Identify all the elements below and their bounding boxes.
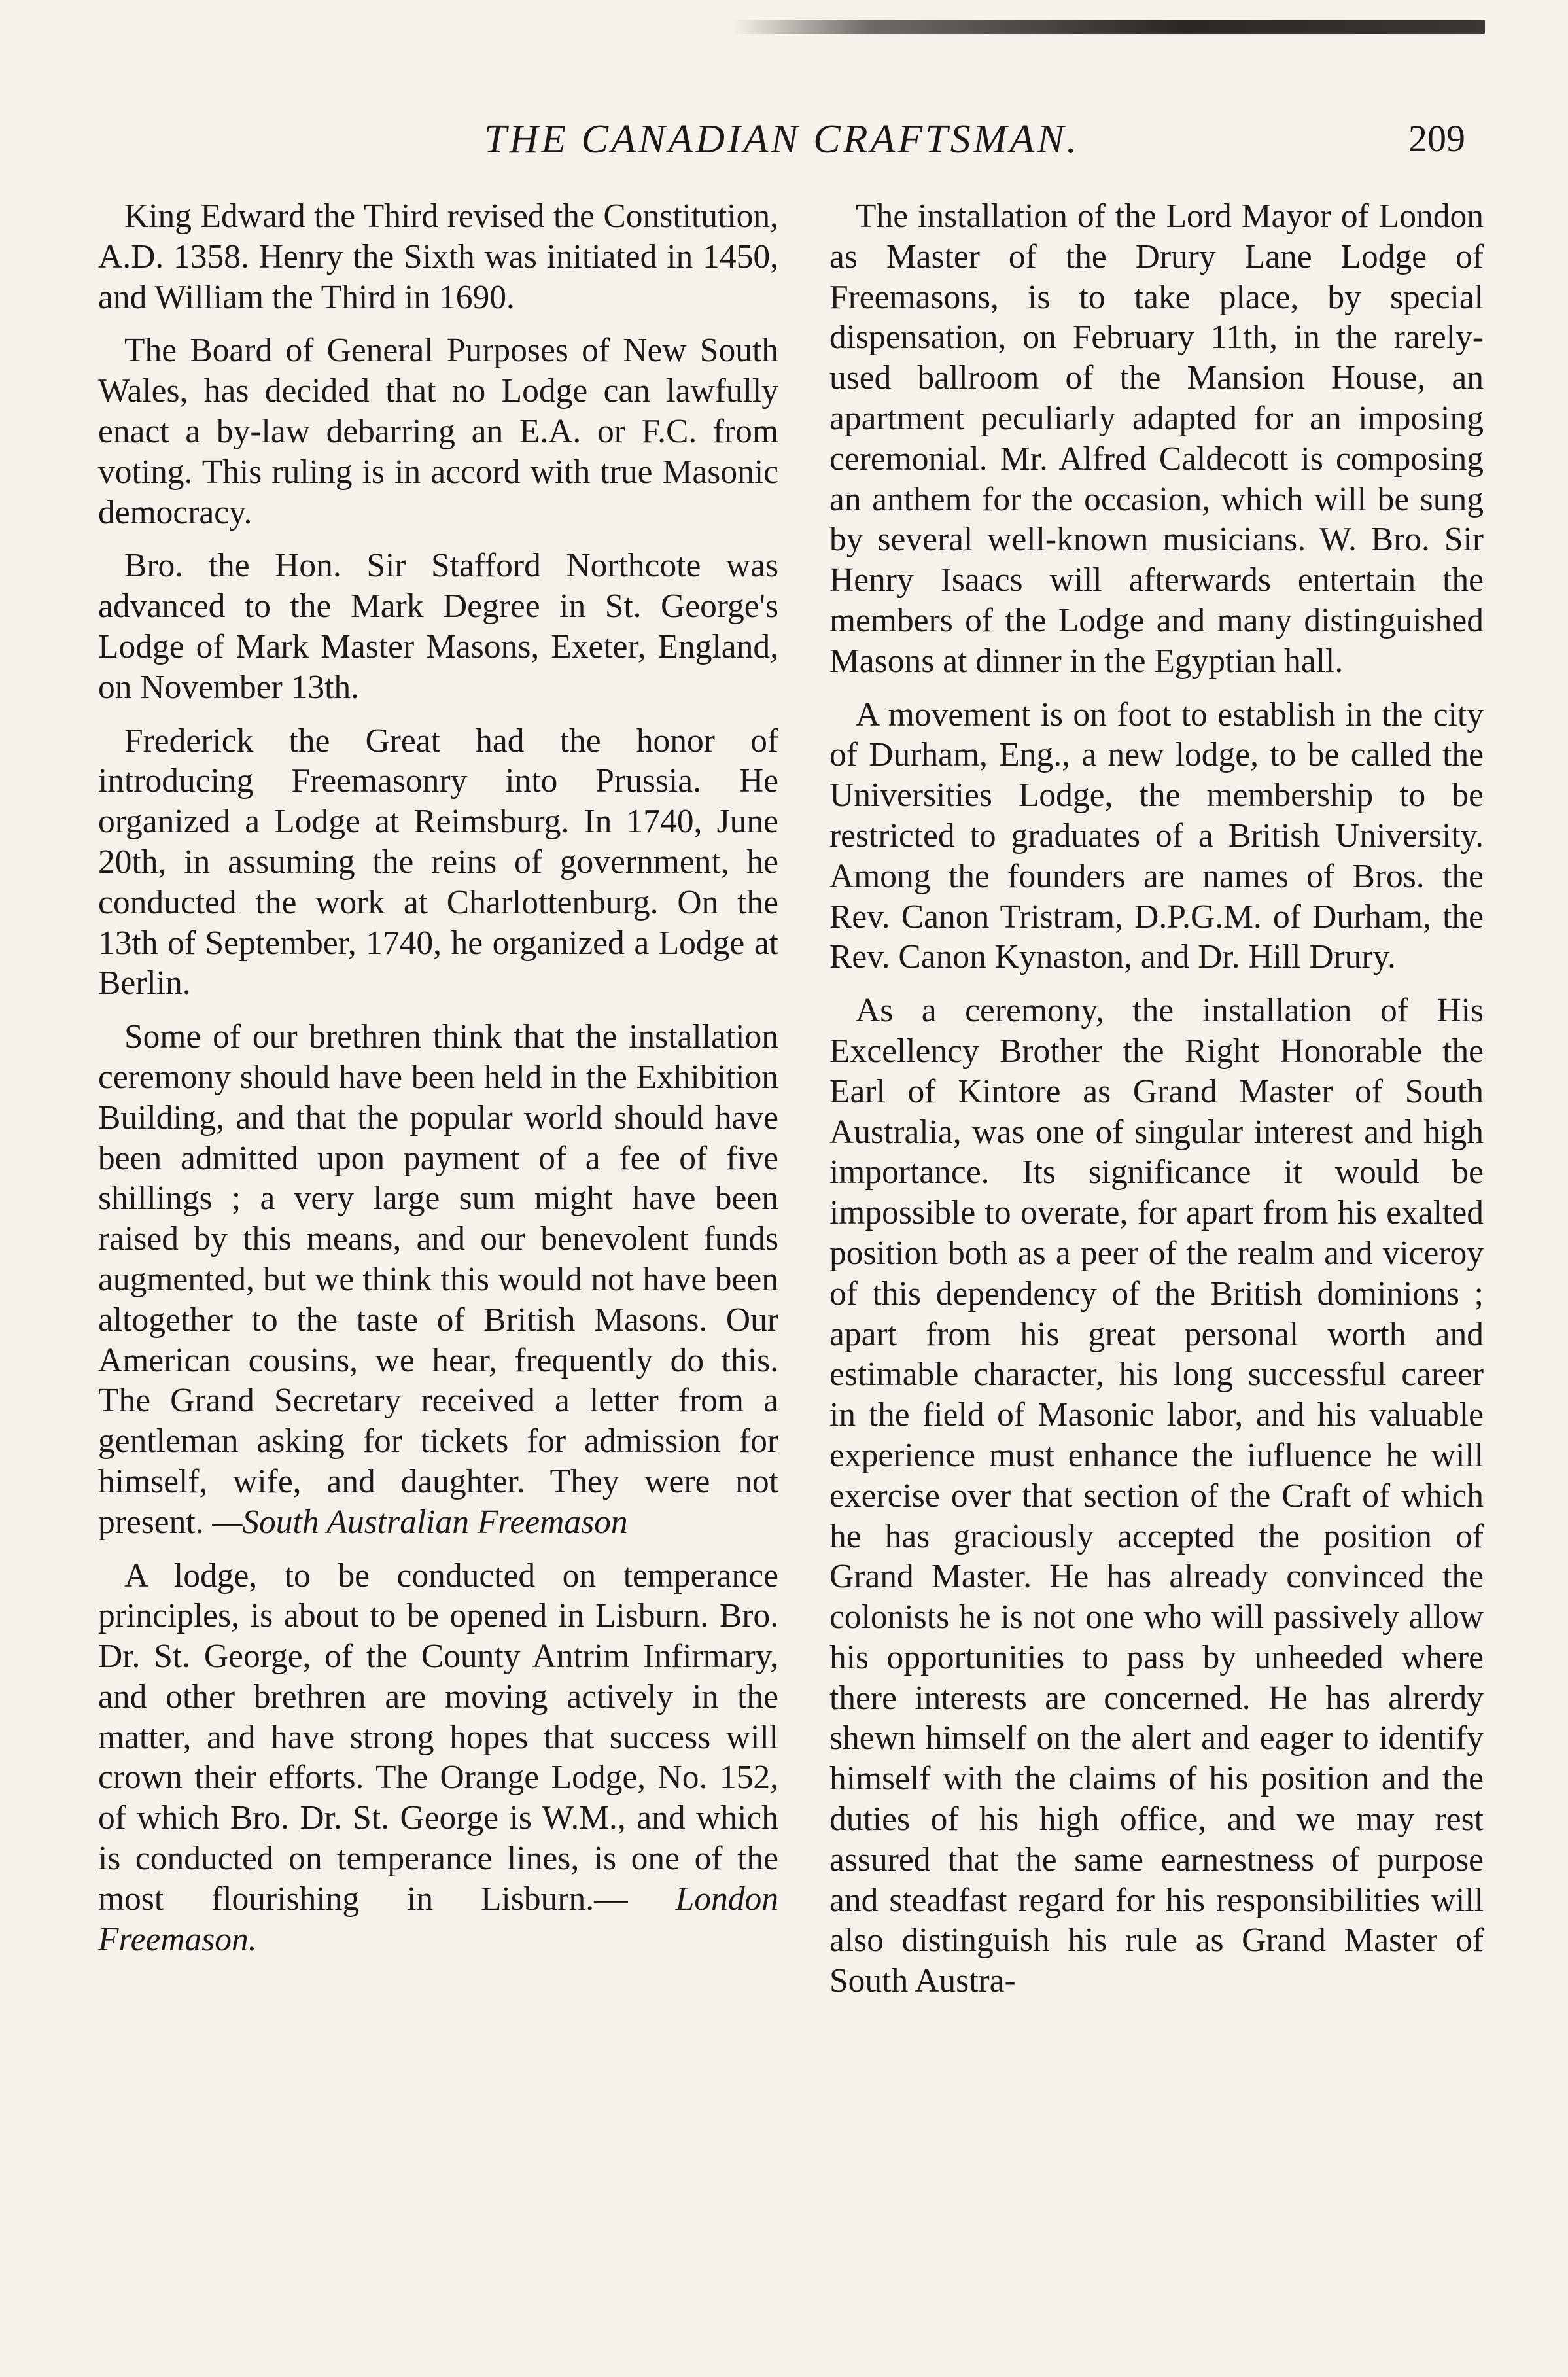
paragraph-earl-of-kintore: As a ceremony, the installation of His Excellency Brother the Right Honorable the Earl of Kintore as Grand Master of South Australia, was one of singular interest and high importance. Its significance it would be impossible to overate, for apart from his exalted position both as a peer of the realm and viceroy of this dependency of the British dominions ; apart from his great personal worth and estimable character, his long successful career in the field of Masonic labor, and his valuable experience must enhance the iufluence he will exercise over that section of the Craft of which he has graciously accepted the position of Grand Master. He has already convinced the colonists he is not one who will passively allow his opportunities to pass by unheeded where there interests are concerned. He has alrerdy shewn himself on the alert and eager to identify himself with the claims of his position and the duties of his high office, and we may rest assured that the same earnestness of purpose and steadfast regard for his responsibilities will also distinguish his rule as Grand Master of South Austra-: [829, 992, 1484, 2000]
paragraph-lord-mayor-installation: The installation of the Lord Mayor of London as Master of the Drury Lane Lodge of Freemasons, is to take place, by special dispensation, on February 11th, in the rarely-used ballroom of the Mansion House, an apartment peculiarly adapted for an imposing ceremonial. Mr. Alfred Caldecott is composing an anthem for the occasion, which will be sung by several well-known musicians. W. Bro. Sir Henry Isaacs will afterwards entertain the members of the Lodge and many distinguished Masons at dinner in the Egyptian hall.: [829, 198, 1484, 680]
lisburn-lodge-text: A lodge, to be conducted on temperance principles, is about to be opened in Lisburn. Bro. Dr. St. George, of the County Antrim Infirmary, and other brethren are moving actively in the matter, and have strong hopes that success will crown their efforts. The Orange Lodge, No. 152, of which Bro. Dr. St. George is W.M., and which is conducted on temperance lines, is one of the most flourishing in Lisburn.—: [98, 1557, 778, 1918]
source-south-australian-freemason: —South Australian Freemason: [212, 1503, 628, 1541]
paragraph-installation-ceremony: [98, 1017, 778, 1542]
paragraph-edward-third: King Edward the Third revised the Constitution, A.D. 1358. Henry the Sixth was initiated in 1450, and William the Third in 1690.: [98, 198, 778, 316]
paragraph-board-general-purposes: The Board of General Purposes of New South Wales, has decided that no Lodge can lawfully enact a by-law debarring an E.A. or F.C. from voting. This ruling is in accord with true Masonic democracy.: [98, 332, 778, 531]
source-london-freemason: London Freemason.: [98, 1880, 779, 1958]
top-rule-decoration: [733, 20, 1485, 34]
page-number: 209: [1408, 117, 1465, 160]
page-header: [98, 116, 1465, 175]
paragraph-frederick-great: Frederick the Great had the honor of introducing Freemasonry into Prussia. He organized a Lodge at Reimsburg. In 1740, June 20th, in assuming the reins of government, he conducted the work at Charlottenburg. On the 13th of September, 1740, he organized a Lodge at Berlin.: [98, 722, 778, 1002]
paragraph-universities-lodge: A movement is on foot to establish in the city of Durham, Eng., a new lodge, to be called the Universities Lodge, the membership to be restricted to graduates of a British University. Among the founders are names of Bros. the Rev. Canon Tristram, D.P.G.M. of Durham, the Rev. Canon Kynaston, and Dr. Hill Drury.: [829, 695, 1484, 976]
paragraph-lisburn-lodge: [98, 1556, 778, 1960]
right-column: [829, 196, 1484, 2015]
running-title: THE CANADIAN CRAFTSMAN.: [484, 117, 1080, 162]
left-column: [98, 196, 778, 1973]
installation-ceremony-text: Some of our brethren think that the installation ceremony should have been held in the Exhibition Building, and that the popular world should have been admitted upon payment of a fee of five shillings ; a very large sum might have been raised by this means, and our benevolent funds augmented, but we think this would not have been altogether to the taste of British Masons. Our American cousins, we hear, frequently do this. The Grand Secretary received a letter from a gentleman asking for tickets for admission for himself, wife, and daughter. They were not present.: [98, 1018, 778, 1541]
paragraph-northcote: Bro. the Hon. Sir Stafford Northcote was advanced to the Mark Degree in St. George's Lodge of Mark Master Masons, Exeter, England, on November 13th.: [98, 547, 778, 706]
